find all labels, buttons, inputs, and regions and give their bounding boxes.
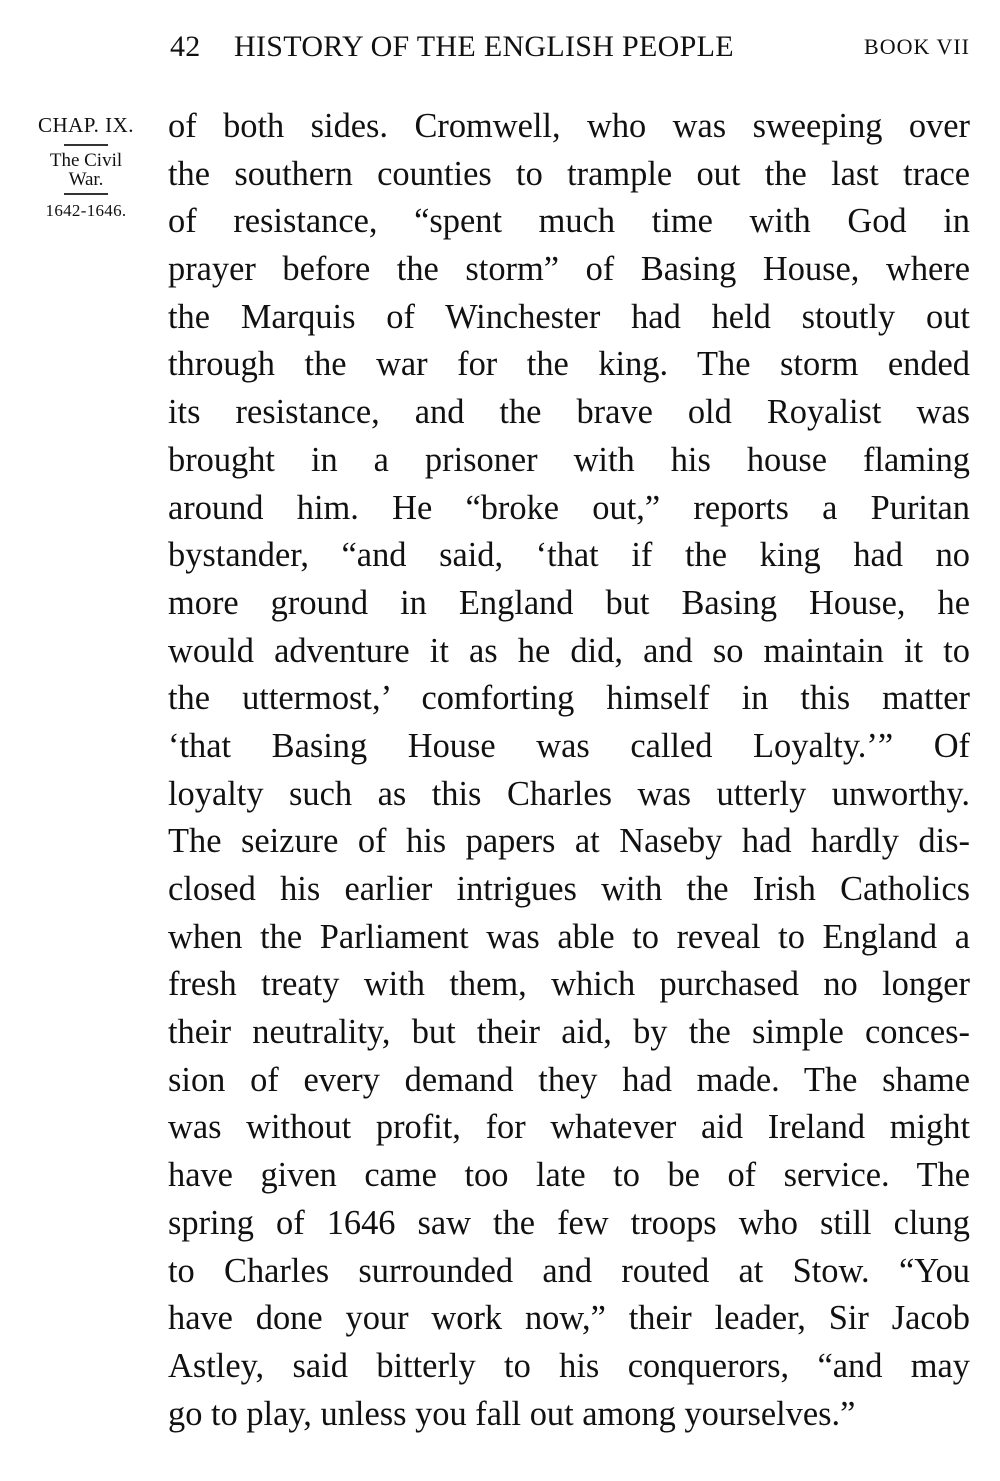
text-line: their neutrality, but their aid, by the simple conces- (168, 1013, 970, 1052)
text-line: around him. He “broke out,” reports a Puritan (168, 488, 970, 527)
body-text (168, 103, 970, 1438)
text-line: through the war for the king. The storm ended (168, 345, 970, 384)
chapter-label: CHAP. IX. (37, 113, 135, 137)
text-line: the Marquis of Winchester had held stoutly out (168, 297, 970, 336)
running-head (168, 30, 970, 70)
margin-divider (64, 193, 108, 195)
text-line: Astley, said bitterly to his conquerors, “and may (168, 1346, 970, 1385)
text-line: have done your work now,” their leader, Sir Jacob (168, 1299, 970, 1338)
page-number: 42 (170, 30, 201, 63)
margin-divider (64, 144, 108, 146)
text-line: ‘that Basing House was called Loyalty.’” Of (168, 726, 970, 765)
topic-label-line1: The Civil (49, 150, 123, 171)
text-line: go to play, unless you fall out among yourselves.” (168, 1394, 856, 1433)
text-line: prayer before the storm” of Basing House, where (168, 250, 970, 289)
text-line: to Charles surrounded and routed at Stow. “You (168, 1251, 970, 1290)
text-line: loyalty such as this Charles was utterly unworthy. (168, 774, 970, 813)
text-line: the uttermost,’ comforting himself in this matter (168, 679, 970, 718)
text-line: have given came too late to be of service. The (168, 1156, 970, 1195)
book-part: BOOK VII (864, 34, 970, 59)
date-range-label: 1642-1646. (45, 201, 127, 220)
text-line: closed his earlier intrigues with the Irish Catholics (168, 870, 970, 908)
text-line: when the Parliament was able to reveal to England a (168, 917, 970, 956)
text-line: its resistance, and the brave old Royalist was (168, 393, 970, 432)
book-title: HISTORY OF THE ENGLISH PEOPLE (234, 30, 734, 63)
text-line: would adventure it as he did, and so maintain it to (168, 631, 970, 670)
text-line: The seizure of his papers at Naseby had hardly dis- (168, 822, 970, 861)
text-line: more ground in England but Basing House, he (168, 583, 970, 622)
text-line: brought in a prisoner with his house flaming (168, 440, 970, 479)
text-line: bystander, “and said, ‘that if the king had no (168, 536, 970, 575)
text-line: spring of 1646 saw the few troops who still clung (168, 1203, 970, 1242)
text-line: of both sides. Cromwell, who was sweeping over (168, 107, 970, 145)
text-line: the southern counties to trample out the last trace (168, 154, 970, 193)
topic-label-line2: War. (68, 169, 104, 190)
text-line: sion of every demand they had made. The shame (168, 1060, 970, 1099)
text-line: was without profit, for whatever aid Ireland might (168, 1108, 970, 1147)
text-line: fresh treaty with them, which purchased no longer (168, 965, 970, 1004)
margin-notes (22, 110, 150, 221)
text-line: of resistance, “spent much time with God in (168, 202, 970, 241)
